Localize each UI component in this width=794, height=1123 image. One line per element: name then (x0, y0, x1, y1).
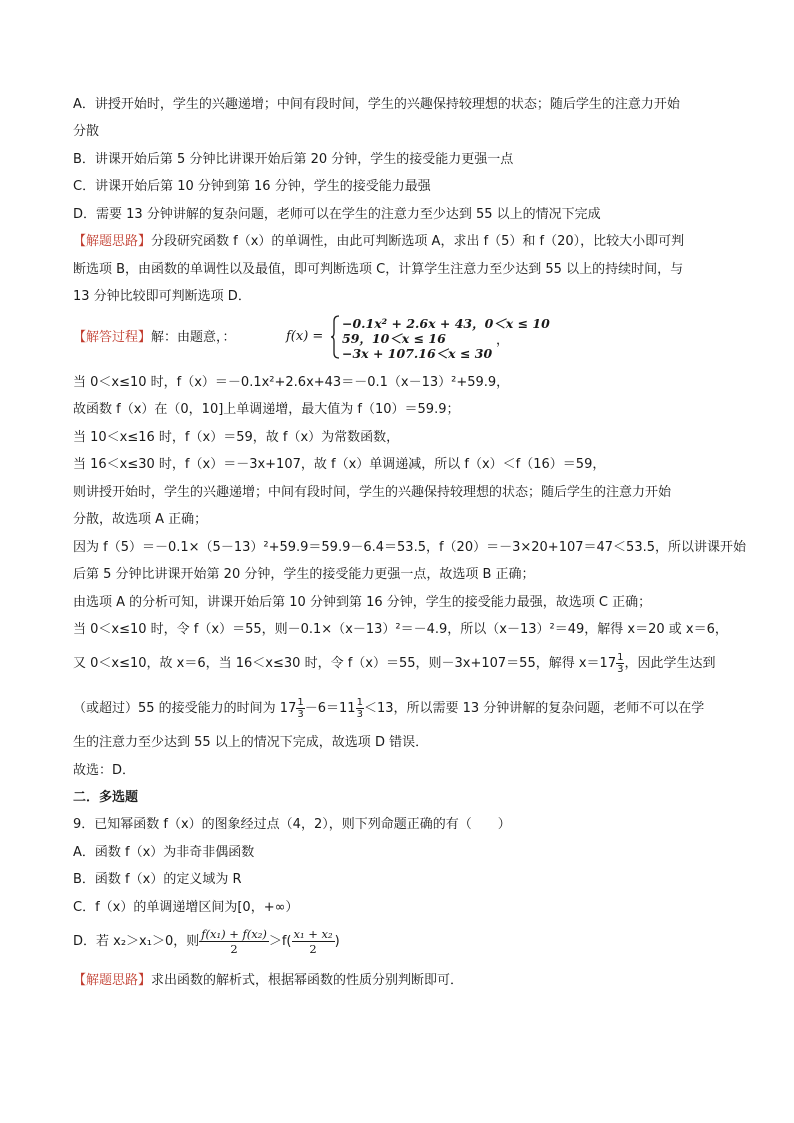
q9-option-c: C．f（x）的单调递增区间为[0，+∞） (73, 900, 299, 915)
q9-option-d-c: ) (334, 934, 340, 949)
piecewise-row-2: 59，10＜x ≤ 16 (342, 331, 446, 346)
piecewise-row-1: −0.1x² + 2.6x + 43，0＜x ≤ 10 (342, 316, 550, 331)
q9-option-b: B．函数 f（x）的定义域为 R (73, 872, 242, 887)
q9-option-d-a: D．若 x₂＞x₁＞0，则 (73, 934, 200, 949)
q9-option-d-b: ＞f( (268, 934, 292, 949)
process-line-1: 当 0＜x≤10 时，f（x）＝－0.1x²+2.6x+43＝－0.1（x－13）²+59.9， (73, 375, 510, 390)
fraction-numerator: 1 (617, 652, 624, 663)
process-line-11-b: ，因此学生达到 (624, 656, 716, 671)
fraction-denominator: 3 (297, 709, 304, 720)
fraction-x-average (292, 927, 335, 956)
q9-option-d (73, 925, 340, 959)
process-line-4: 当 16＜x≤30 时，f（x）＝－3x+107，故 f（x）单调递减，所以 f（x）＜f（16）＝59， (73, 457, 606, 472)
q9-solution-idea (73, 973, 463, 989)
fraction-numerator: 1 (356, 697, 363, 708)
option-c: C．讲课开始后第 10 分钟到第 16 分钟，学生的接受能力最强 (73, 179, 431, 194)
q9-solution-idea-text: 求出函数的解析式，根据幂函数的性质分别判断即可． (151, 973, 464, 988)
answer-line: 故选：D． (73, 763, 136, 778)
option-a-line-1: A．讲授开始时，学生的兴趣递增；中间有段时间，学生的兴趣保持较理想的状态；随后学生的注意力开始 (73, 97, 680, 112)
option-d: D．需要 13 分钟讲解的复杂问题，老师可以在学生的注意力至少达到 55 以上的情况下完成 (73, 207, 601, 222)
process-line-12-c: ＜13，所以需要 13 分钟讲解的复杂问题，老师不可以在学 (363, 701, 705, 716)
process-line-12-b: －6＝11 (304, 701, 356, 716)
fraction-numerator: f(x₁) + f(x₂) (201, 927, 267, 941)
option-b: B．讲课开始后第 5 分钟比讲课开始后第 20 分钟，学生的接受能力更强一点 (73, 152, 514, 167)
fraction-denominator: 2 (309, 942, 317, 956)
fraction-numerator: x₁ + x₂ (293, 927, 333, 941)
process-line-2: 故函数 f（x）在（0，10]上单调递增，最大值为 f（10）＝59.9； (73, 402, 460, 417)
piecewise-row-3: −3x + 107.16＜x ≤ 30 (342, 346, 493, 361)
process-line-8: 后第 5 分钟比讲课开始第 20 分钟，学生的接受能力更强一点，故选项 B 正确； (73, 567, 535, 582)
process-line-5: 则讲授开始时，学生的兴趣递增；中间有段时间，学生的兴趣保持较理想的状态；随后学生的注意力开始 (73, 485, 672, 500)
solution-idea-line-1 (73, 234, 684, 250)
solution-process-tag: 【解答过程】 (73, 330, 152, 345)
question-9: 9．已知幂函数 f（x）的图象经过点（4，2），则下列命题正确的有（ ） (73, 817, 511, 832)
process-line-3: 当 10＜x≤16 时，f（x）＝59，故 f（x）为常数函数， (73, 430, 400, 445)
process-line-10: 当 0＜x≤10 时，令 f（x）＝55，则－0.1×（x－13）²＝－4.9，所以（x－13）²＝49，解得 x＝20 或 x＝6， (73, 622, 728, 637)
q9-solution-idea-tag: 【解题思路】 (73, 973, 152, 988)
fraction-denominator: 3 (617, 664, 624, 675)
solution-process-text: 解：由题意，： (151, 330, 236, 345)
process-line-6: 分散，故选项 A 正确； (73, 512, 208, 527)
process-line-13: 生的注意力至少达到 55 以上的情况下完成，故选项 D 错误． (73, 735, 429, 750)
solution-idea-line-3: 13 分钟比较即可判断选项 D． (73, 289, 251, 304)
solution-process-intro (73, 330, 236, 346)
solution-idea-line-2: 断选项 B，由函数的单调性以及最值，即可判断选项 C，计算学生注意力至少达到 55 以上的持续时间，与 (73, 262, 684, 277)
piecewise-function (286, 314, 550, 361)
q9-option-a: A．函数 f（x）为非奇非偶函数 (73, 845, 255, 860)
fraction-denominator: 2 (230, 942, 238, 956)
piecewise-tail: ， (496, 333, 510, 348)
solution-idea-text: 分段研究函数 f（x）的单调性，由此可判断选项 A，求出 f（5）和 f（20），比较大小即可判 (151, 234, 685, 249)
process-line-11 (73, 652, 715, 676)
fraction-f-average (199, 927, 269, 956)
process-line-9: 由选项 A 的分析可知，讲课开始后第 10 分钟到第 16 分钟，学生的接受能力最强，故选项 C 正确； (73, 595, 652, 610)
process-line-7: 因为 f（5）＝－0.1×（5－13）²+59.9＝59.9－6.4＝53.5，f（20）＝－3×20+107＝47＜53.5，所以讲课开始 (73, 540, 746, 555)
process-line-11-a: 又 0＜x≤10，故 x＝6，当 16＜x≤30 时，令 f（x）＝55，则－3x+107＝55，解得 x＝17 (73, 656, 617, 671)
section-heading: 二．多选题 (73, 790, 139, 805)
fraction-one-third (296, 697, 304, 720)
left-brace-icon (330, 315, 340, 359)
fraction-one-third (356, 697, 364, 720)
piecewise-lhs: f(x) = (286, 329, 324, 344)
fraction-numerator: 1 (297, 697, 304, 708)
process-line-12 (73, 697, 704, 721)
fraction-denominator: 3 (356, 709, 363, 720)
solution-idea-tag: 【解题思路】 (73, 234, 152, 249)
process-line-12-a: （或超过）55 的接受能力的时间为 17 (73, 701, 297, 716)
option-a-line-2: 分散 (73, 124, 100, 139)
